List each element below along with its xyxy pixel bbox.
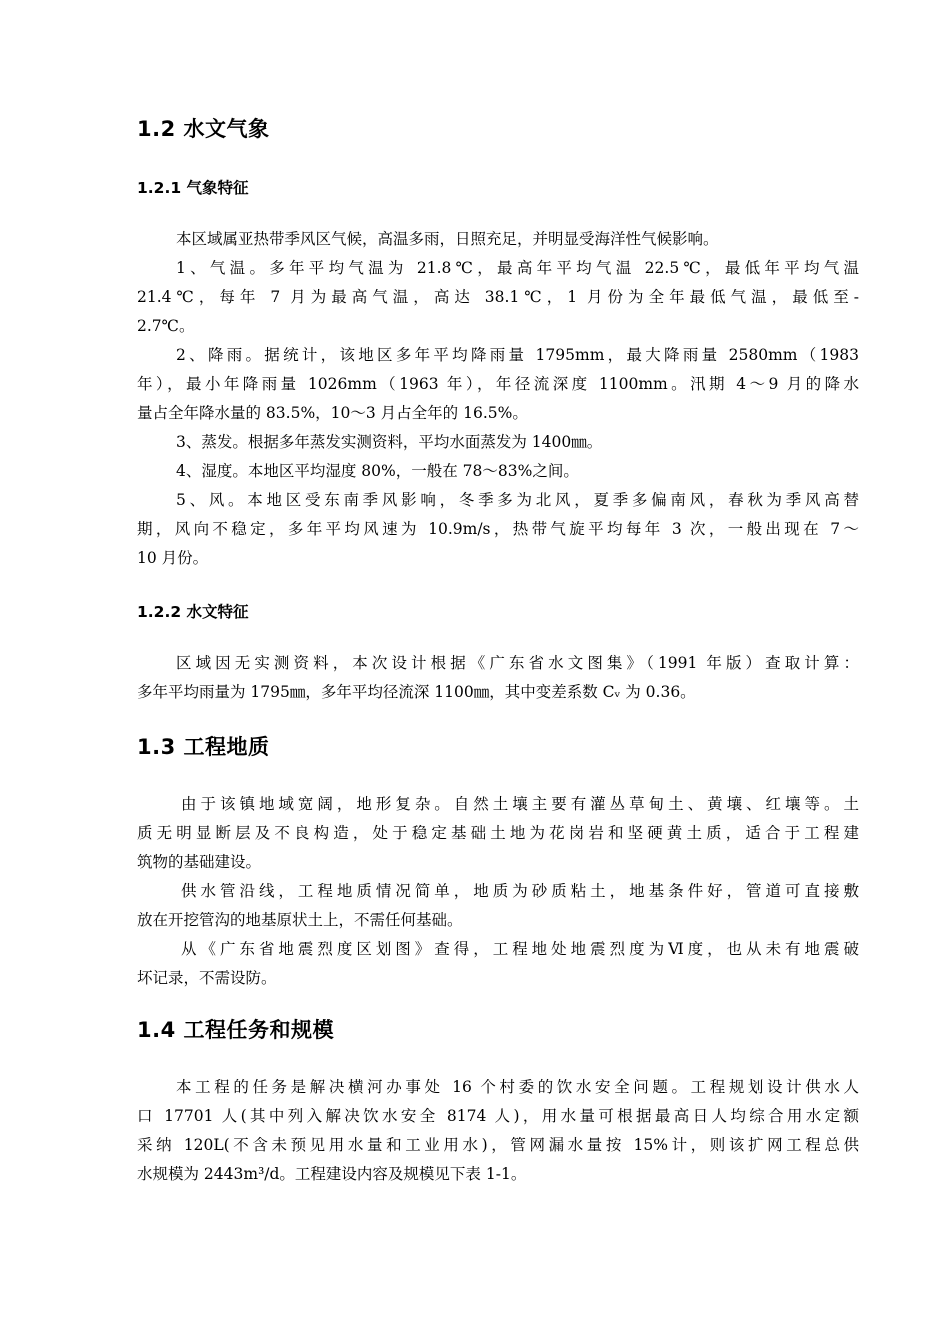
- text-line: 供水管沿线，工程地质情况简单，地质为砂质粘土，地基条件好，管道可直接敷: [181, 882, 859, 900]
- section-1-2-heading: 1.2 水文气象: [137, 117, 270, 141]
- text-line: 2、降雨。据统计，该地区多年平均降雨量 1795mm，最大降雨量 2580mm（1983: [176, 346, 859, 364]
- section-1-2-1-heading: 1.2.1 气象特征: [137, 179, 249, 197]
- text-line: 水规模为 2443m³/d。工程建设内容及规模见下表 1-1。: [137, 1165, 527, 1183]
- text-line: 5、风。本地区受东南季风影响，冬季多为北风，夏季多偏南风，春秋为季风高替: [176, 491, 859, 509]
- text-line: 区域因无实测资料，本次设计根据《广东省水文图集》（1991 年版）查取计算：: [176, 654, 859, 672]
- text-line: 4、湿度。本地区平均湿度 80%，一般在 78～83%之间。: [176, 462, 579, 480]
- text-line: 采纳 120L(不含未预见用水量和工业用水)，管网漏水量按 15%计，则该扩网工程总供: [137, 1136, 859, 1154]
- section-1-2-2-heading: 1.2.2 水文特征: [137, 603, 249, 621]
- tasks-and-scale-text: [137, 1073, 859, 1189]
- text-line: 本区域属亚热带季风区气候，高温多雨，日照充足，并明显受海洋性气候影响。: [176, 230, 719, 248]
- text-line: 坏记录，不需设防。: [137, 969, 277, 987]
- text-line: 放在开挖管沟的地基原状土上，不需任何基础。: [137, 911, 463, 929]
- section-1-3-heading: 1.3 工程地质: [137, 735, 270, 759]
- hydrology-features-text: [137, 649, 859, 707]
- text-line: 1、气温。多年平均气温为 21.8℃，最高年平均气温 22.5℃，最低年平均气温: [176, 259, 859, 277]
- text-line: 年），最小年降雨量 1026mm（1963 年），年径流深度 1100mm。汛期 4～9 月的降水: [137, 375, 859, 393]
- text-line: 从《广东省地震烈度区划图》查得，工程地处地震烈度为Ⅵ度，也从未有地震破: [181, 940, 859, 958]
- text-line: 多年平均雨量为 1795㎜，多年平均径流深 1100㎜，其中变差系数 Cᵥ 为 0.36。: [137, 683, 696, 701]
- text-line: 10 月份。: [137, 549, 209, 567]
- text-line: 量占全年降水量的 83.5%，10～3 月占全年的 16.5%。: [137, 404, 528, 422]
- text-line: 质无明显断层及不良构造，处于稳定基础土地为花岗岩和坚硬黄土质，适合于工程建: [137, 824, 859, 842]
- text-line: 本工程的任务是解决横河办事处 16 个村委的饮水安全问题。工程规划设计供水人: [176, 1078, 859, 1096]
- text-line: 筑物的基础建设。: [137, 853, 262, 871]
- text-line: 3、蒸发。根据多年蒸发实测资料，平均水面蒸发为 1400㎜。: [176, 433, 603, 451]
- climate-features-text: [137, 225, 859, 573]
- text-line: 21.4℃，每年 7 月为最高气温，高达 38.1℃，1 月份为全年最低气温，最低至-: [137, 288, 859, 306]
- geology-text: [137, 790, 859, 993]
- text-line: 口 17701 人(其中列入解决饮水安全 8174 人)，用水量可根据最高日人均综合用水定额: [137, 1107, 859, 1125]
- text-line: 由于该镇地域宽阔，地形复杂。自然土壤主要有灌丛草甸土、黄壤、红壤等。土: [181, 795, 859, 813]
- text-line: 期，风向不稳定，多年平均风速为 10.9m/s，热带气旋平均每年 3 次，一般出现在 7～: [137, 520, 859, 538]
- text-line: 2.7℃。: [137, 317, 195, 335]
- section-1-4-heading: 1.4 工程任务和规模: [137, 1018, 335, 1042]
